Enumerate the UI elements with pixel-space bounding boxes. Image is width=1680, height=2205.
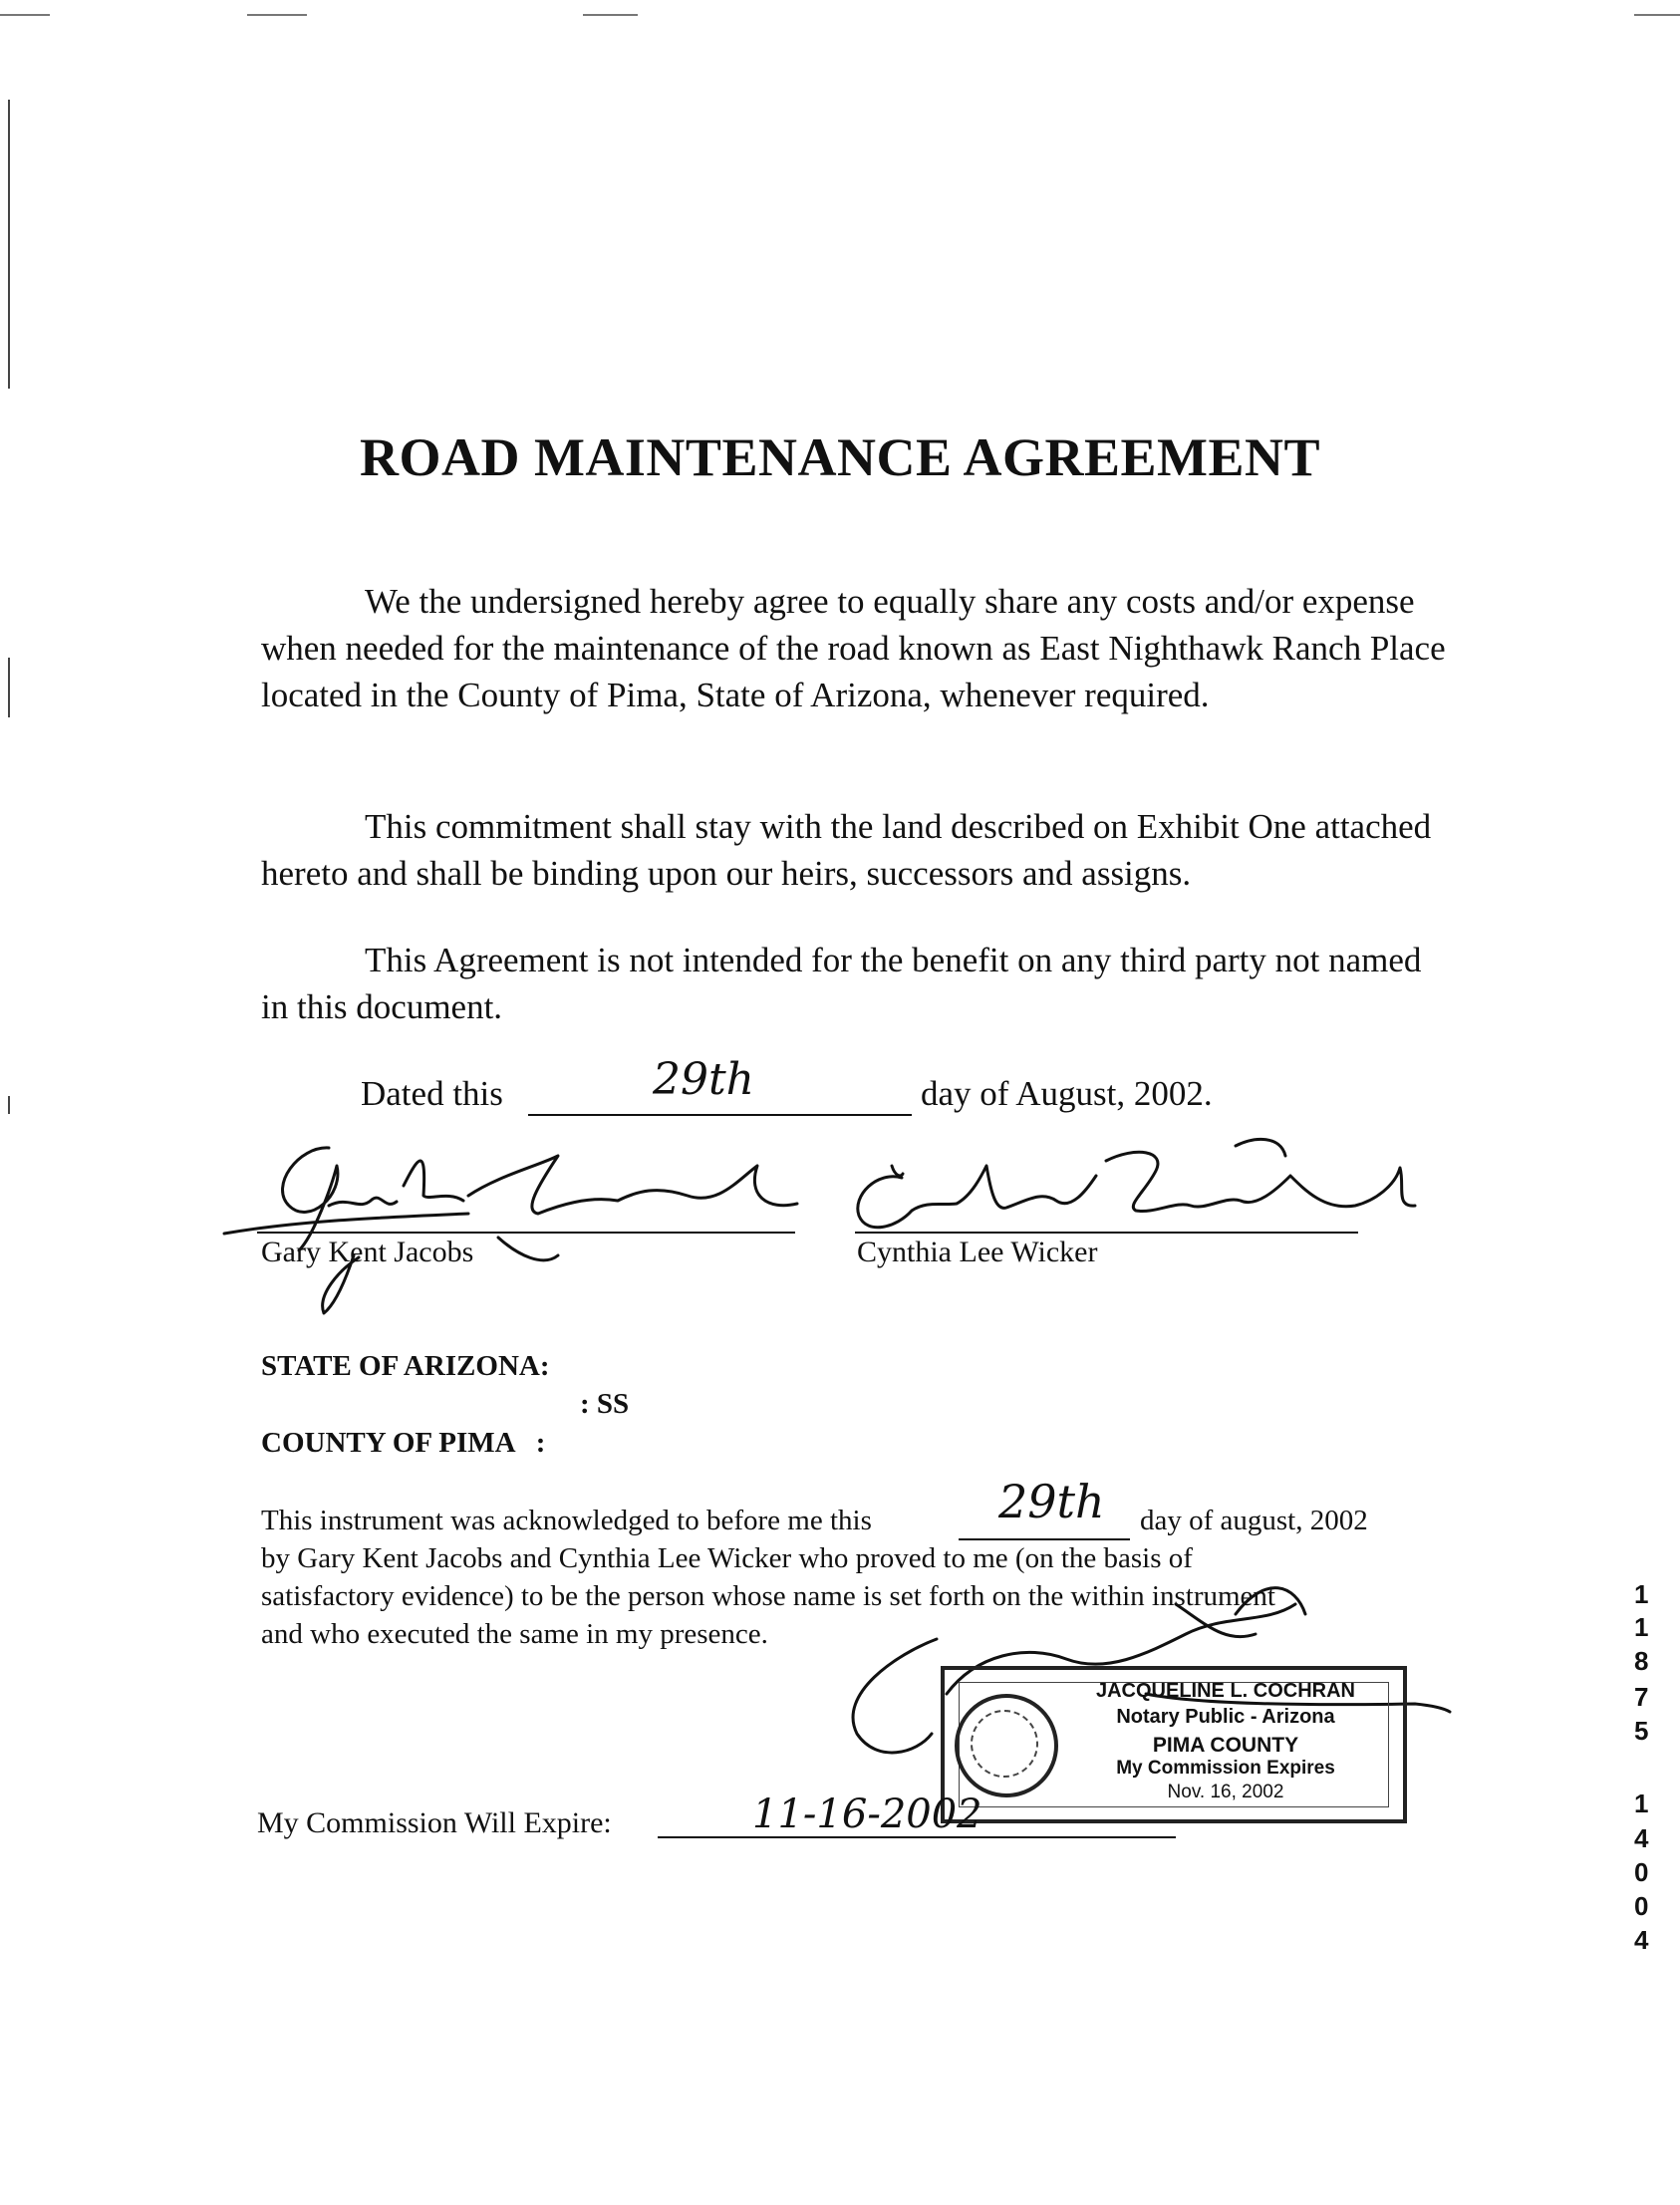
margin-digit: 1 (1634, 1789, 1649, 1818)
commission-label: My Commission Will Expire: (257, 1806, 612, 1839)
margin-digit: 0 (1634, 1891, 1649, 1921)
ss-line: : SS (580, 1388, 630, 1420)
ack-prefix: This instrument was acknowledged to before me this (261, 1505, 872, 1536)
margin-digit: 8 (1634, 1646, 1649, 1676)
margin-digit: 1 (1634, 1579, 1649, 1609)
stamp-commission-date: Nov. 16, 2002 (1167, 1782, 1284, 1802)
dated-day-handwritten: 29th (653, 1054, 755, 1105)
signatory-name-cynthia: Cynthia Lee Wicker (857, 1236, 1098, 1268)
margin-digit: 1 (1634, 1612, 1649, 1642)
ack-line-4: and who executed the same in my presence. (261, 1618, 768, 1650)
margin-digit: 4 (1634, 1925, 1649, 1955)
ack-day-handwritten: 29th (998, 1475, 1105, 1528)
ack-line-2: by Gary Kent Jacobs and Cynthia Lee Wicker who proved to me (on the basis of (261, 1542, 1193, 1574)
county-line: COUNTY OF PIMA : (261, 1427, 546, 1459)
paragraph-text: This commitment shall stay with the land described on Exhibit One attached hereto and shall be binding upon our heirs, successors and assigns. (261, 807, 1432, 893)
stamp-notary-title: Notary Public - Arizona (1116, 1706, 1335, 1728)
stamp-notary-name: JACQUELINE L. COCHRAN (1095, 1680, 1355, 1702)
ack-day-suffix: day of august, 2002 (1140, 1505, 1368, 1536)
stamp-commission-label: My Commission Expires (1116, 1758, 1335, 1779)
notary-seal-icon (955, 1694, 1058, 1797)
paragraph-text: This Agreement is not intended for the benefit on any third party not named in this document. (261, 941, 1422, 1026)
document-title: ROAD MAINTENANCE AGREEMENT (359, 427, 1321, 487)
margin-digit: 5 (1634, 1716, 1649, 1746)
margin-digit: 4 (1634, 1823, 1649, 1853)
commission-date-handwritten: 11-16-2002 (752, 1792, 982, 1837)
dated-suffix: day of August, 2002. (921, 1074, 1213, 1113)
signatory-name-gary: Gary Kent Jacobs (261, 1236, 474, 1268)
margin-digit: 0 (1634, 1857, 1649, 1887)
dated-prefix: Dated this (361, 1074, 503, 1113)
stamp-county: PIMA COUNTY (1152, 1734, 1299, 1757)
ack-line-3: satisfactory evidence) to be the person whose name is set forth on the within instrument (261, 1580, 1275, 1612)
paragraph-text: We the undersigned hereby agree to equally share any costs and/or expense when needed for the maintenance of the road known as East Nighthawk Ranch Place located in the County of Pima, State of Arizona, whenever required. (261, 582, 1446, 714)
state-line: STATE OF ARIZONA: (261, 1350, 550, 1382)
margin-digit: 7 (1634, 1682, 1649, 1712)
